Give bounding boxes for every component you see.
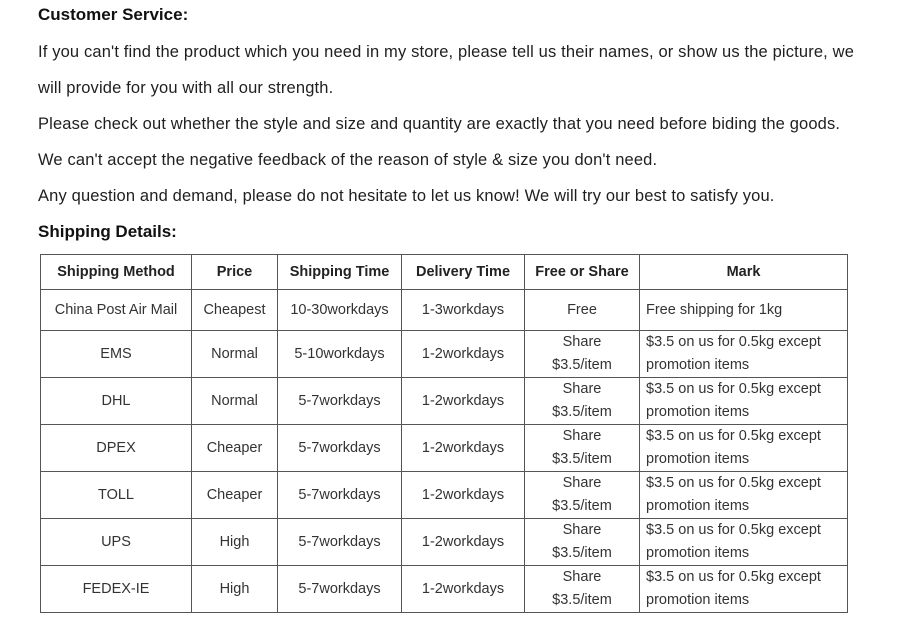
cell-price: Cheaper	[192, 472, 278, 519]
cell-price: Normal	[192, 378, 278, 425]
customer-service-paragraph-2: Please check out whether the style and size and quantity are exactly that you need before biding the goods. We can't accept the negative feedback of the reason of style & size you don't need.	[38, 115, 841, 169]
shipping-table	[40, 254, 848, 613]
cell-delivery-time: 1-2workdays	[402, 472, 525, 519]
mark-line-1: $3.5 on us for 0.5kg except	[646, 522, 821, 538]
mark-line-1: $3.5 on us for 0.5kg except	[646, 569, 821, 585]
column-header-mark: Mark	[640, 255, 848, 290]
cell-method: FEDEX-IE	[41, 566, 192, 613]
table-row	[41, 290, 848, 331]
cell-mark: Free shipping for 1kg	[640, 290, 848, 331]
share-amount: $3.5/item	[552, 404, 612, 420]
customer-service-paragraph-1: If you can't find the product which you need in my store, please tell us their names, or show us the picture, we will provide for you with all our strength.	[38, 43, 855, 97]
mark-line-1: $3.5 on us for 0.5kg except	[646, 428, 821, 444]
cell-shipping-time: 5-7workdays	[278, 566, 402, 613]
share-label: Share	[562, 428, 602, 444]
cell-mark	[640, 425, 848, 472]
share-label: Share	[562, 522, 602, 538]
cell-mark	[640, 378, 848, 425]
table-row	[41, 378, 848, 425]
cell-delivery-time: 1-2workdays	[402, 331, 525, 378]
cell-free-or-share: Free	[525, 290, 640, 331]
cell-mark	[640, 472, 848, 519]
cell-mark	[640, 519, 848, 566]
share-label: Share	[562, 334, 602, 350]
table-row	[41, 566, 848, 613]
cell-shipping-time: 5-7workdays	[278, 378, 402, 425]
share-amount: $3.5/item	[552, 498, 612, 514]
cell-mark	[640, 331, 848, 378]
cell-shipping-time: 5-10workdays	[278, 331, 402, 378]
cell-method: China Post Air Mail	[41, 290, 192, 331]
mark-line-2: promotion items	[646, 592, 750, 608]
table-header-row	[41, 255, 848, 290]
cell-method: EMS	[41, 331, 192, 378]
mark-line-2: promotion items	[646, 545, 750, 561]
mark-line-2: promotion items	[646, 498, 750, 514]
table-row	[41, 331, 848, 378]
column-header-price: Price	[192, 255, 278, 290]
column-header-delivery-time: Delivery Time	[402, 255, 525, 290]
cell-free-or-share	[525, 519, 640, 566]
share-amount: $3.5/item	[552, 592, 612, 608]
mark-line-1: $3.5 on us for 0.5kg except	[646, 381, 821, 397]
customer-service-heading: Customer Service:	[38, 5, 189, 24]
cell-free-or-share	[525, 425, 640, 472]
cell-price: High	[192, 566, 278, 613]
shipping-details-heading: Shipping Details:	[38, 222, 177, 241]
cell-free-or-share	[525, 378, 640, 425]
cell-delivery-time: 1-2workdays	[402, 425, 525, 472]
column-header-free-or-share: Free or Share	[525, 255, 640, 290]
mark-line-2: promotion items	[646, 404, 750, 420]
table-row	[41, 472, 848, 519]
cell-mark	[640, 566, 848, 613]
mark-line-1: $3.5 on us for 0.5kg except	[646, 475, 821, 491]
mark-line-2: promotion items	[646, 357, 750, 373]
table-row	[41, 519, 848, 566]
column-header-shipping-time: Shipping Time	[278, 255, 402, 290]
share-amount: $3.5/item	[552, 357, 612, 373]
cell-price: High	[192, 519, 278, 566]
cell-free-or-share	[525, 472, 640, 519]
cell-method: TOLL	[41, 472, 192, 519]
mark-line-2: promotion items	[646, 451, 750, 467]
cell-free-or-share	[525, 566, 640, 613]
column-header-shipping-method: Shipping Method	[41, 255, 192, 290]
share-label: Share	[562, 569, 602, 585]
cell-shipping-time: 5-7workdays	[278, 519, 402, 566]
cell-price: Normal	[192, 331, 278, 378]
cell-method: DPEX	[41, 425, 192, 472]
cell-shipping-time: 10-30workdays	[278, 290, 402, 331]
cell-shipping-time: 5-7workdays	[278, 425, 402, 472]
cell-delivery-time: 1-2workdays	[402, 566, 525, 613]
cell-delivery-time: 1-3workdays	[402, 290, 525, 331]
cell-price: Cheapest	[192, 290, 278, 331]
customer-service-paragraph-3: Any question and demand, please do not hesitate to let us know! We will try our best to satisfy you.	[38, 187, 775, 205]
mark-line-1: $3.5 on us for 0.5kg except	[646, 334, 821, 350]
cell-shipping-time: 5-7workdays	[278, 472, 402, 519]
document-body	[38, 0, 868, 242]
cell-method: DHL	[41, 378, 192, 425]
cell-price: Cheaper	[192, 425, 278, 472]
share-amount: $3.5/item	[552, 545, 612, 561]
cell-delivery-time: 1-2workdays	[402, 378, 525, 425]
table-row	[41, 425, 848, 472]
share-label: Share	[562, 381, 602, 397]
share-amount: $3.5/item	[552, 451, 612, 467]
cell-method: UPS	[41, 519, 192, 566]
cell-delivery-time: 1-2workdays	[402, 519, 525, 566]
share-label: Share	[562, 475, 602, 491]
cell-free-or-share	[525, 331, 640, 378]
